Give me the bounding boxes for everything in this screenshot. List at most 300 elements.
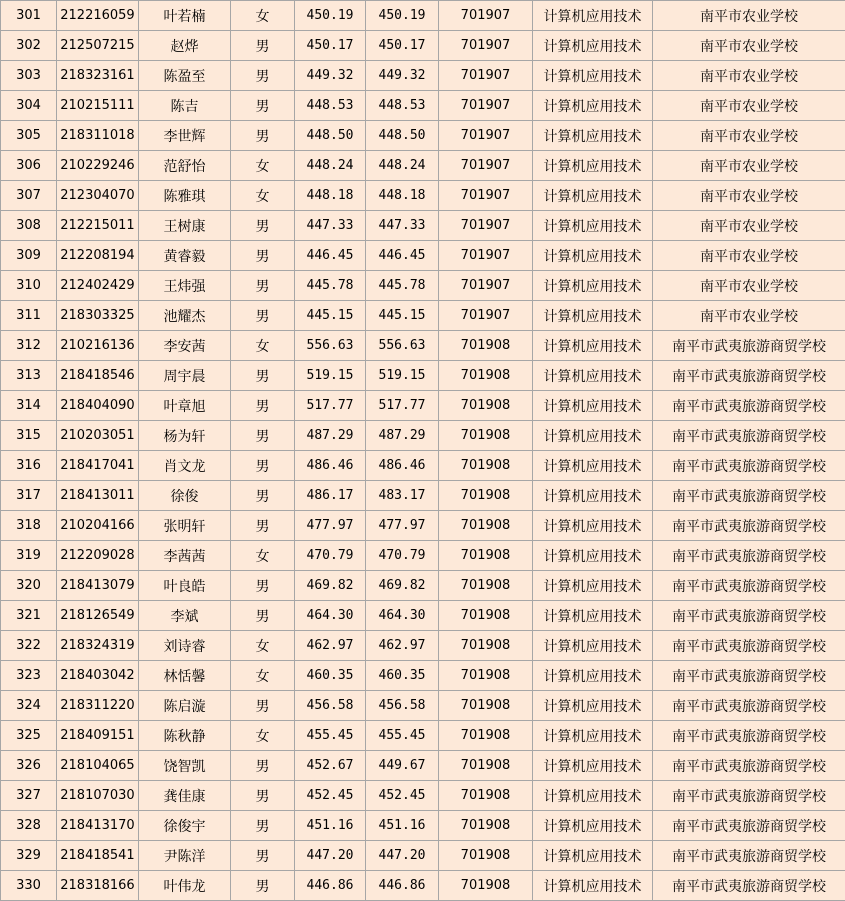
school-code-cell: 701908	[439, 871, 533, 901]
school-cell: 南平市武夷旅游商贸学校	[653, 841, 845, 871]
major-cell: 计算机应用技术	[533, 751, 653, 781]
table-row	[1, 421, 845, 451]
score-cell: 452.67	[295, 751, 366, 781]
school-cell: 南平市武夷旅游商贸学校	[653, 781, 845, 811]
table-row	[1, 481, 845, 511]
school-code-cell: 701907	[439, 181, 533, 211]
seq-cell: 318	[1, 511, 57, 541]
name-cell: 李安茜	[139, 331, 231, 361]
candidate-no-cell: 212216059	[57, 1, 139, 31]
school-cell: 南平市农业学校	[653, 91, 845, 121]
score-cell: 469.82	[295, 571, 366, 601]
gender-cell: 女	[231, 181, 295, 211]
table-row	[1, 271, 845, 301]
candidate-no-cell: 218323161	[57, 61, 139, 91]
table-row	[1, 151, 845, 181]
candidate-no-cell: 212208194	[57, 241, 139, 271]
table-row	[1, 1, 845, 31]
candidate-no-cell: 218104065	[57, 751, 139, 781]
gender-cell: 男	[231, 121, 295, 151]
gender-cell: 男	[231, 601, 295, 631]
name-cell: 李斌	[139, 601, 231, 631]
table-row	[1, 661, 845, 691]
major-cell: 计算机应用技术	[533, 211, 653, 241]
major-cell: 计算机应用技术	[533, 511, 653, 541]
candidate-no-cell: 210229246	[57, 151, 139, 181]
name-cell: 龚佳康	[139, 781, 231, 811]
name-cell: 叶章旭	[139, 391, 231, 421]
total-score-cell: 519.15	[366, 361, 439, 391]
name-cell: 池耀杰	[139, 301, 231, 331]
table-row	[1, 721, 845, 751]
school-code-cell: 701908	[439, 571, 533, 601]
seq-cell: 312	[1, 331, 57, 361]
gender-cell: 男	[231, 421, 295, 451]
table-row	[1, 121, 845, 151]
candidate-no-cell: 218126549	[57, 601, 139, 631]
total-score-cell: 517.77	[366, 391, 439, 421]
name-cell: 张明轩	[139, 511, 231, 541]
major-cell: 计算机应用技术	[533, 601, 653, 631]
major-cell: 计算机应用技术	[533, 391, 653, 421]
gender-cell: 男	[231, 511, 295, 541]
total-score-cell: 449.32	[366, 61, 439, 91]
gender-cell: 男	[231, 361, 295, 391]
school-cell: 南平市农业学校	[653, 1, 845, 31]
table-row	[1, 601, 845, 631]
gender-cell: 男	[231, 391, 295, 421]
school-code-cell: 701907	[439, 91, 533, 121]
candidate-no-cell: 212402429	[57, 271, 139, 301]
major-cell: 计算机应用技术	[533, 781, 653, 811]
candidate-no-cell: 210203051	[57, 421, 139, 451]
school-code-cell: 701907	[439, 241, 533, 271]
candidate-no-cell: 218418546	[57, 361, 139, 391]
seq-cell: 323	[1, 661, 57, 691]
school-code-cell: 701908	[439, 451, 533, 481]
gender-cell: 女	[231, 1, 295, 31]
school-code-cell: 701908	[439, 781, 533, 811]
major-cell: 计算机应用技术	[533, 91, 653, 121]
table-row	[1, 331, 845, 361]
gender-cell: 男	[231, 811, 295, 841]
total-score-cell: 487.29	[366, 421, 439, 451]
total-score-cell: 449.67	[366, 751, 439, 781]
school-code-cell: 701908	[439, 511, 533, 541]
score-cell: 462.97	[295, 631, 366, 661]
school-cell: 南平市武夷旅游商贸学校	[653, 331, 845, 361]
candidate-no-cell: 218413011	[57, 481, 139, 511]
name-cell: 赵烨	[139, 31, 231, 61]
score-cell: 452.45	[295, 781, 366, 811]
school-cell: 南平市武夷旅游商贸学校	[653, 811, 845, 841]
score-cell: 451.16	[295, 811, 366, 841]
school-cell: 南平市农业学校	[653, 301, 845, 331]
major-cell: 计算机应用技术	[533, 811, 653, 841]
table-row	[1, 91, 845, 121]
name-cell: 陈秋静	[139, 721, 231, 751]
table-row	[1, 241, 845, 271]
school-cell: 南平市农业学校	[653, 151, 845, 181]
school-cell: 南平市农业学校	[653, 241, 845, 271]
candidate-no-cell: 210216136	[57, 331, 139, 361]
gender-cell: 男	[231, 481, 295, 511]
total-score-cell: 469.82	[366, 571, 439, 601]
major-cell: 计算机应用技术	[533, 871, 653, 901]
school-cell: 南平市武夷旅游商贸学校	[653, 481, 845, 511]
gender-cell: 男	[231, 301, 295, 331]
score-cell: 470.79	[295, 541, 366, 571]
total-score-cell: 446.86	[366, 871, 439, 901]
seq-cell: 308	[1, 211, 57, 241]
gender-cell: 男	[231, 91, 295, 121]
score-cell: 519.15	[295, 361, 366, 391]
school-cell: 南平市武夷旅游商贸学校	[653, 361, 845, 391]
table-row	[1, 361, 845, 391]
score-cell: 486.46	[295, 451, 366, 481]
candidate-no-cell: 218403042	[57, 661, 139, 691]
name-cell: 饶智凯	[139, 751, 231, 781]
school-cell: 南平市农业学校	[653, 61, 845, 91]
name-cell: 叶良皓	[139, 571, 231, 601]
name-cell: 陈启漩	[139, 691, 231, 721]
seq-cell: 301	[1, 1, 57, 31]
name-cell: 李世辉	[139, 121, 231, 151]
gender-cell: 男	[231, 241, 295, 271]
table-row	[1, 751, 845, 781]
candidate-no-cell: 212304070	[57, 181, 139, 211]
table-body	[1, 1, 845, 901]
candidate-no-cell: 218311018	[57, 121, 139, 151]
table-row	[1, 31, 845, 61]
total-score-cell: 477.97	[366, 511, 439, 541]
school-cell: 南平市农业学校	[653, 181, 845, 211]
score-cell: 464.30	[295, 601, 366, 631]
total-score-cell: 445.15	[366, 301, 439, 331]
school-code-cell: 701907	[439, 121, 533, 151]
name-cell: 陈雅琪	[139, 181, 231, 211]
total-score-cell: 447.20	[366, 841, 439, 871]
major-cell: 计算机应用技术	[533, 331, 653, 361]
total-score-cell: 448.24	[366, 151, 439, 181]
candidate-no-cell: 218413170	[57, 811, 139, 841]
total-score-cell: 456.58	[366, 691, 439, 721]
name-cell: 刘诗睿	[139, 631, 231, 661]
score-cell: 448.18	[295, 181, 366, 211]
seq-cell: 309	[1, 241, 57, 271]
seq-cell: 317	[1, 481, 57, 511]
school-cell: 南平市武夷旅游商贸学校	[653, 541, 845, 571]
seq-cell: 321	[1, 601, 57, 631]
score-cell: 448.53	[295, 91, 366, 121]
school-code-cell: 701908	[439, 601, 533, 631]
name-cell: 肖文龙	[139, 451, 231, 481]
school-cell: 南平市武夷旅游商贸学校	[653, 661, 845, 691]
school-cell: 南平市武夷旅游商贸学校	[653, 691, 845, 721]
total-score-cell: 447.33	[366, 211, 439, 241]
school-cell: 南平市农业学校	[653, 211, 845, 241]
score-cell: 447.33	[295, 211, 366, 241]
name-cell: 王炜强	[139, 271, 231, 301]
major-cell: 计算机应用技术	[533, 691, 653, 721]
total-score-cell: 445.78	[366, 271, 439, 301]
name-cell: 叶伟龙	[139, 871, 231, 901]
gender-cell: 男	[231, 31, 295, 61]
gender-cell: 男	[231, 271, 295, 301]
name-cell: 徐俊宇	[139, 811, 231, 841]
total-score-cell: 486.46	[366, 451, 439, 481]
school-cell: 南平市武夷旅游商贸学校	[653, 721, 845, 751]
school-code-cell: 701908	[439, 391, 533, 421]
school-code-cell: 701908	[439, 631, 533, 661]
gender-cell: 男	[231, 61, 295, 91]
table-row	[1, 631, 845, 661]
seq-cell: 327	[1, 781, 57, 811]
school-code-cell: 701908	[439, 691, 533, 721]
gender-cell: 男	[231, 871, 295, 901]
school-code-cell: 701907	[439, 151, 533, 181]
school-code-cell: 701908	[439, 661, 533, 691]
major-cell: 计算机应用技术	[533, 271, 653, 301]
school-cell: 南平市农业学校	[653, 271, 845, 301]
seq-cell: 316	[1, 451, 57, 481]
table-row	[1, 691, 845, 721]
school-code-cell: 701908	[439, 721, 533, 751]
candidate-no-cell: 212507215	[57, 31, 139, 61]
school-code-cell: 701907	[439, 211, 533, 241]
seq-cell: 303	[1, 61, 57, 91]
major-cell: 计算机应用技术	[533, 121, 653, 151]
score-cell: 556.63	[295, 331, 366, 361]
major-cell: 计算机应用技术	[533, 61, 653, 91]
seq-cell: 330	[1, 871, 57, 901]
gender-cell: 男	[231, 211, 295, 241]
school-code-cell: 701908	[439, 541, 533, 571]
name-cell: 叶若楠	[139, 1, 231, 31]
school-code-cell: 701908	[439, 811, 533, 841]
gender-cell: 女	[231, 151, 295, 181]
school-cell: 南平市武夷旅游商贸学校	[653, 511, 845, 541]
table-row	[1, 211, 845, 241]
table-row	[1, 181, 845, 211]
school-code-cell: 701908	[439, 841, 533, 871]
major-cell: 计算机应用技术	[533, 361, 653, 391]
school-cell: 南平市武夷旅游商贸学校	[653, 871, 845, 901]
score-cell: 447.20	[295, 841, 366, 871]
total-score-cell: 556.63	[366, 331, 439, 361]
name-cell: 徐俊	[139, 481, 231, 511]
school-cell: 南平市农业学校	[653, 121, 845, 151]
total-score-cell: 483.17	[366, 481, 439, 511]
table-row	[1, 781, 845, 811]
school-code-cell: 701907	[439, 271, 533, 301]
gender-cell: 男	[231, 691, 295, 721]
seq-cell: 313	[1, 361, 57, 391]
school-code-cell: 701908	[439, 421, 533, 451]
school-code-cell: 701908	[439, 751, 533, 781]
gender-cell: 女	[231, 631, 295, 661]
school-cell: 南平市农业学校	[653, 31, 845, 61]
score-cell: 487.29	[295, 421, 366, 451]
total-score-cell: 455.45	[366, 721, 439, 751]
score-cell: 456.58	[295, 691, 366, 721]
gender-cell: 女	[231, 721, 295, 751]
seq-cell: 319	[1, 541, 57, 571]
major-cell: 计算机应用技术	[533, 181, 653, 211]
school-cell: 南平市武夷旅游商贸学校	[653, 601, 845, 631]
school-code-cell: 701908	[439, 481, 533, 511]
school-code-cell: 701907	[439, 61, 533, 91]
table-row	[1, 511, 845, 541]
major-cell: 计算机应用技术	[533, 301, 653, 331]
name-cell: 尹陈洋	[139, 841, 231, 871]
school-cell: 南平市武夷旅游商贸学校	[653, 631, 845, 661]
candidate-no-cell: 210204166	[57, 511, 139, 541]
seq-cell: 311	[1, 301, 57, 331]
table-row	[1, 451, 845, 481]
school-cell: 南平市武夷旅游商贸学校	[653, 571, 845, 601]
school-code-cell: 701907	[439, 31, 533, 61]
seq-cell: 304	[1, 91, 57, 121]
total-score-cell: 450.19	[366, 1, 439, 31]
total-score-cell: 451.16	[366, 811, 439, 841]
name-cell: 李茜茜	[139, 541, 231, 571]
total-score-cell: 452.45	[366, 781, 439, 811]
seq-cell: 310	[1, 271, 57, 301]
total-score-cell: 446.45	[366, 241, 439, 271]
candidate-no-cell: 218324319	[57, 631, 139, 661]
name-cell: 周宇晨	[139, 361, 231, 391]
major-cell: 计算机应用技术	[533, 421, 653, 451]
candidate-no-cell: 210215111	[57, 91, 139, 121]
major-cell: 计算机应用技术	[533, 631, 653, 661]
table-row	[1, 811, 845, 841]
school-code-cell: 701908	[439, 361, 533, 391]
table-row	[1, 841, 845, 871]
score-cell: 448.50	[295, 121, 366, 151]
major-cell: 计算机应用技术	[533, 151, 653, 181]
name-cell: 杨为轩	[139, 421, 231, 451]
score-cell: 486.17	[295, 481, 366, 511]
school-cell: 南平市武夷旅游商贸学校	[653, 421, 845, 451]
major-cell: 计算机应用技术	[533, 841, 653, 871]
total-score-cell: 460.35	[366, 661, 439, 691]
gender-cell: 女	[231, 331, 295, 361]
seq-cell: 302	[1, 31, 57, 61]
seq-cell: 314	[1, 391, 57, 421]
candidate-no-cell: 218318166	[57, 871, 139, 901]
seq-cell: 325	[1, 721, 57, 751]
total-score-cell: 470.79	[366, 541, 439, 571]
score-cell: 455.45	[295, 721, 366, 751]
major-cell: 计算机应用技术	[533, 721, 653, 751]
name-cell: 黄睿毅	[139, 241, 231, 271]
gender-cell: 男	[231, 571, 295, 601]
table-row	[1, 61, 845, 91]
name-cell: 范舒怡	[139, 151, 231, 181]
major-cell: 计算机应用技术	[533, 241, 653, 271]
table-row	[1, 871, 845, 901]
seq-cell: 328	[1, 811, 57, 841]
name-cell: 陈吉	[139, 91, 231, 121]
candidate-no-cell: 218404090	[57, 391, 139, 421]
major-cell: 计算机应用技术	[533, 1, 653, 31]
major-cell: 计算机应用技术	[533, 31, 653, 61]
total-score-cell: 450.17	[366, 31, 439, 61]
seq-cell: 305	[1, 121, 57, 151]
seq-cell: 315	[1, 421, 57, 451]
score-cell: 450.19	[295, 1, 366, 31]
score-cell: 450.17	[295, 31, 366, 61]
major-cell: 计算机应用技术	[533, 571, 653, 601]
total-score-cell: 464.30	[366, 601, 439, 631]
school-code-cell: 701907	[439, 1, 533, 31]
score-cell: 445.78	[295, 271, 366, 301]
candidate-no-cell: 218107030	[57, 781, 139, 811]
seq-cell: 307	[1, 181, 57, 211]
school-cell: 南平市武夷旅游商贸学校	[653, 451, 845, 481]
name-cell: 林恬馨	[139, 661, 231, 691]
candidate-no-cell: 218417041	[57, 451, 139, 481]
major-cell: 计算机应用技术	[533, 661, 653, 691]
score-cell: 445.15	[295, 301, 366, 331]
seq-cell: 324	[1, 691, 57, 721]
major-cell: 计算机应用技术	[533, 481, 653, 511]
candidate-no-cell: 218303325	[57, 301, 139, 331]
score-cell: 517.77	[295, 391, 366, 421]
candidate-no-cell: 218409151	[57, 721, 139, 751]
score-cell: 477.97	[295, 511, 366, 541]
candidate-no-cell: 218418541	[57, 841, 139, 871]
seq-cell: 320	[1, 571, 57, 601]
school-cell: 南平市武夷旅游商贸学校	[653, 751, 845, 781]
school-cell: 南平市武夷旅游商贸学校	[653, 391, 845, 421]
seq-cell: 322	[1, 631, 57, 661]
table-row	[1, 541, 845, 571]
candidate-no-cell: 218311220	[57, 691, 139, 721]
score-cell: 460.35	[295, 661, 366, 691]
gender-cell: 男	[231, 841, 295, 871]
total-score-cell: 448.50	[366, 121, 439, 151]
seq-cell: 306	[1, 151, 57, 181]
table-row	[1, 571, 845, 601]
major-cell: 计算机应用技术	[533, 451, 653, 481]
score-cell: 448.24	[295, 151, 366, 181]
candidate-no-cell: 212215011	[57, 211, 139, 241]
table-row	[1, 301, 845, 331]
school-code-cell: 701907	[439, 301, 533, 331]
major-cell: 计算机应用技术	[533, 541, 653, 571]
score-cell: 446.45	[295, 241, 366, 271]
gender-cell: 男	[231, 451, 295, 481]
candidate-no-cell: 218413079	[57, 571, 139, 601]
total-score-cell: 448.18	[366, 181, 439, 211]
name-cell: 陈盈至	[139, 61, 231, 91]
gender-cell: 男	[231, 751, 295, 781]
gender-cell: 女	[231, 541, 295, 571]
gender-cell: 男	[231, 781, 295, 811]
score-cell: 449.32	[295, 61, 366, 91]
name-cell: 王树康	[139, 211, 231, 241]
seq-cell: 329	[1, 841, 57, 871]
gender-cell: 女	[231, 661, 295, 691]
seq-cell: 326	[1, 751, 57, 781]
total-score-cell: 448.53	[366, 91, 439, 121]
candidate-no-cell: 212209028	[57, 541, 139, 571]
total-score-cell: 462.97	[366, 631, 439, 661]
school-code-cell: 701908	[439, 331, 533, 361]
score-cell: 446.86	[295, 871, 366, 901]
